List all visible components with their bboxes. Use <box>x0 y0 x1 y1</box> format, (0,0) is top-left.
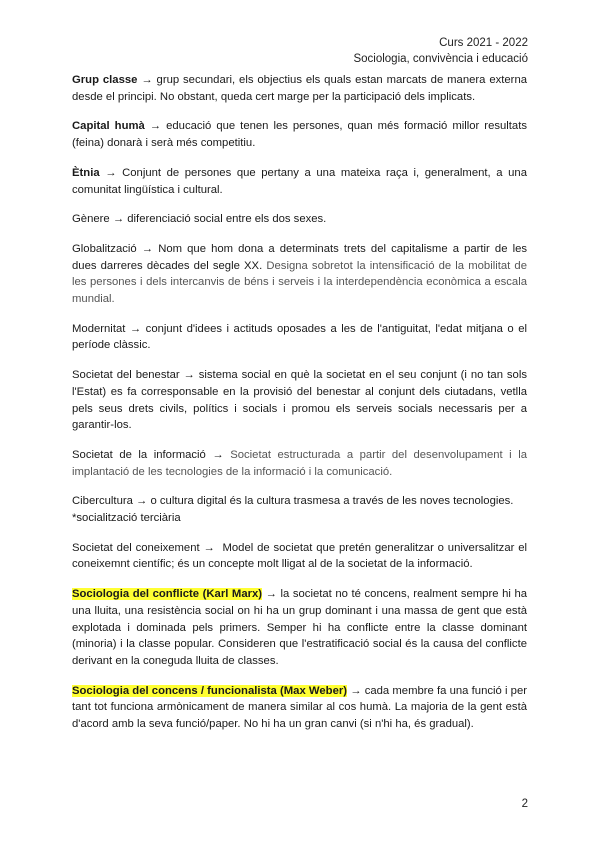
glossary-term: Societat del coneixement <box>72 541 200 554</box>
glossary-term: Grup classe <box>72 74 138 86</box>
glossary-definition: diferenciació social entre els dos sexes. <box>127 213 327 226</box>
page-header <box>353 36 528 67</box>
glossary-note: *socialització terciària <box>72 512 181 525</box>
glossary-entry <box>72 493 527 526</box>
arrow-icon: → <box>179 369 199 382</box>
glossary-definition: la societat no té concens, realment sempre hi ha una lluita, una resistència social on hi ha un grup dominant i una massa de gent que està explotada i dominada pels primers. Semper hi ha conflicte entre la classe dominant (minoria) i la classe popular. Consideren que l'estratificació social és la causa del conflicte derivant en la coneguda lluita de classes. <box>72 588 528 667</box>
glossary-term: Societat de la informació <box>72 448 206 461</box>
glossary-definition: sistema social en què la societat en el seu conjunt (i no tan sols l'Estat) es fa corresponsable en la provisió del benestar al conjunt dels ciutadans, vetlla pels seus drets civils, polítics i socials i promou els serveis socials necessaris per a garantir-los. <box>72 369 527 432</box>
page-number: 2 <box>521 798 528 810</box>
arrow-icon: → <box>262 588 281 601</box>
glossary-definition: cada membre fa una funció i per tant tot funciona armònicament de manera similar al cos humà. La majoria de la gent està d'acord amb la seva funció/paper. No hi ha un gran canvi (si n'hi ha, és gradual). <box>72 684 527 731</box>
glossary-term: Sociologia del conflicte (Karl Marx) <box>72 588 263 601</box>
course-year: Curs 2021 - 2022 <box>439 37 528 49</box>
arrow-icon: → <box>347 684 365 697</box>
glossary-term: Sociologia del concens / funcionalista (Max Weber) <box>72 684 348 697</box>
glossary-definition-continued: Societat estructurada a partir del desenvolupament i la implantació de les tecnologies de la informació i la comunicació. <box>72 448 527 478</box>
glossary-entry <box>72 540 527 573</box>
glossary-term: Globalització <box>72 242 137 255</box>
glossary-definition: o cultura digital és la cultura trasmesa a través de les noves tecnologies. <box>150 495 514 508</box>
glossary-definition-continued: Designa sobretot la intensificació de la mobilitat de les persones i dels intercanvis de béns i serveis i la interdependència econòmica a escala mundial. <box>72 259 527 306</box>
glossary-definition: Nom que hom dona a determinats trets del capitalisme a partir de les dues darreres dècades del segle XX. <box>72 242 528 272</box>
glossary-definition: educació que tenen les persones, quan més formació millor resultats (feina) donarà i serà més competitiu. <box>72 120 527 150</box>
glossary-entry <box>72 367 527 434</box>
glossary-entry <box>72 447 527 480</box>
glossary-term: Cibercultura <box>72 495 133 508</box>
arrow-icon: → <box>136 242 159 255</box>
arrow-icon: → <box>125 322 146 335</box>
glossary-definition: Model de societat que pretén generalitzar o universalitzar el coneixemnt científic; és un concepte molt lligat al de la societat de la informació. <box>72 541 527 571</box>
glossary-entry <box>72 321 527 354</box>
subject-title: Sociologia, convivència i educació <box>353 52 528 65</box>
glossary-term: Ètnia <box>72 166 100 179</box>
glossary-entry <box>72 586 527 670</box>
glossary-term: Modernitat <box>72 322 126 335</box>
glossary-definition: Conjunt de persones que pertany a una mateixa raça i, generalment, a una comunitat lingüística i cultural. <box>72 166 527 196</box>
arrow-icon: → <box>137 74 157 86</box>
arrow-icon: → <box>109 213 128 226</box>
glossary-body <box>72 72 527 746</box>
arrow-icon: → <box>99 166 123 179</box>
arrow-icon: → <box>205 448 231 461</box>
glossary-definition: grup secundari, els objectius els quals estan marcats de manera externa desde el principi. No obstant, queda cert marge per la participació dels implicats. <box>72 74 528 103</box>
glossary-entry <box>72 683 527 733</box>
arrow-icon: → <box>132 495 151 508</box>
glossary-term: Gènere <box>72 213 110 226</box>
glossary-entry <box>72 211 527 228</box>
arrow-icon: → <box>144 120 167 133</box>
glossary-entry <box>72 118 527 151</box>
glossary-entry <box>72 165 527 198</box>
glossary-entry <box>72 241 527 308</box>
glossary-term: Societat del benestar <box>72 369 180 382</box>
glossary-term: Capital humà <box>72 120 145 133</box>
glossary-definition: conjunt d'idees i actituds oposades a les de l'antiguitat, l'edat mitjana o el període clàssic. <box>72 322 527 352</box>
arrow-icon: → <box>199 541 223 554</box>
glossary-entry <box>72 72 527 105</box>
